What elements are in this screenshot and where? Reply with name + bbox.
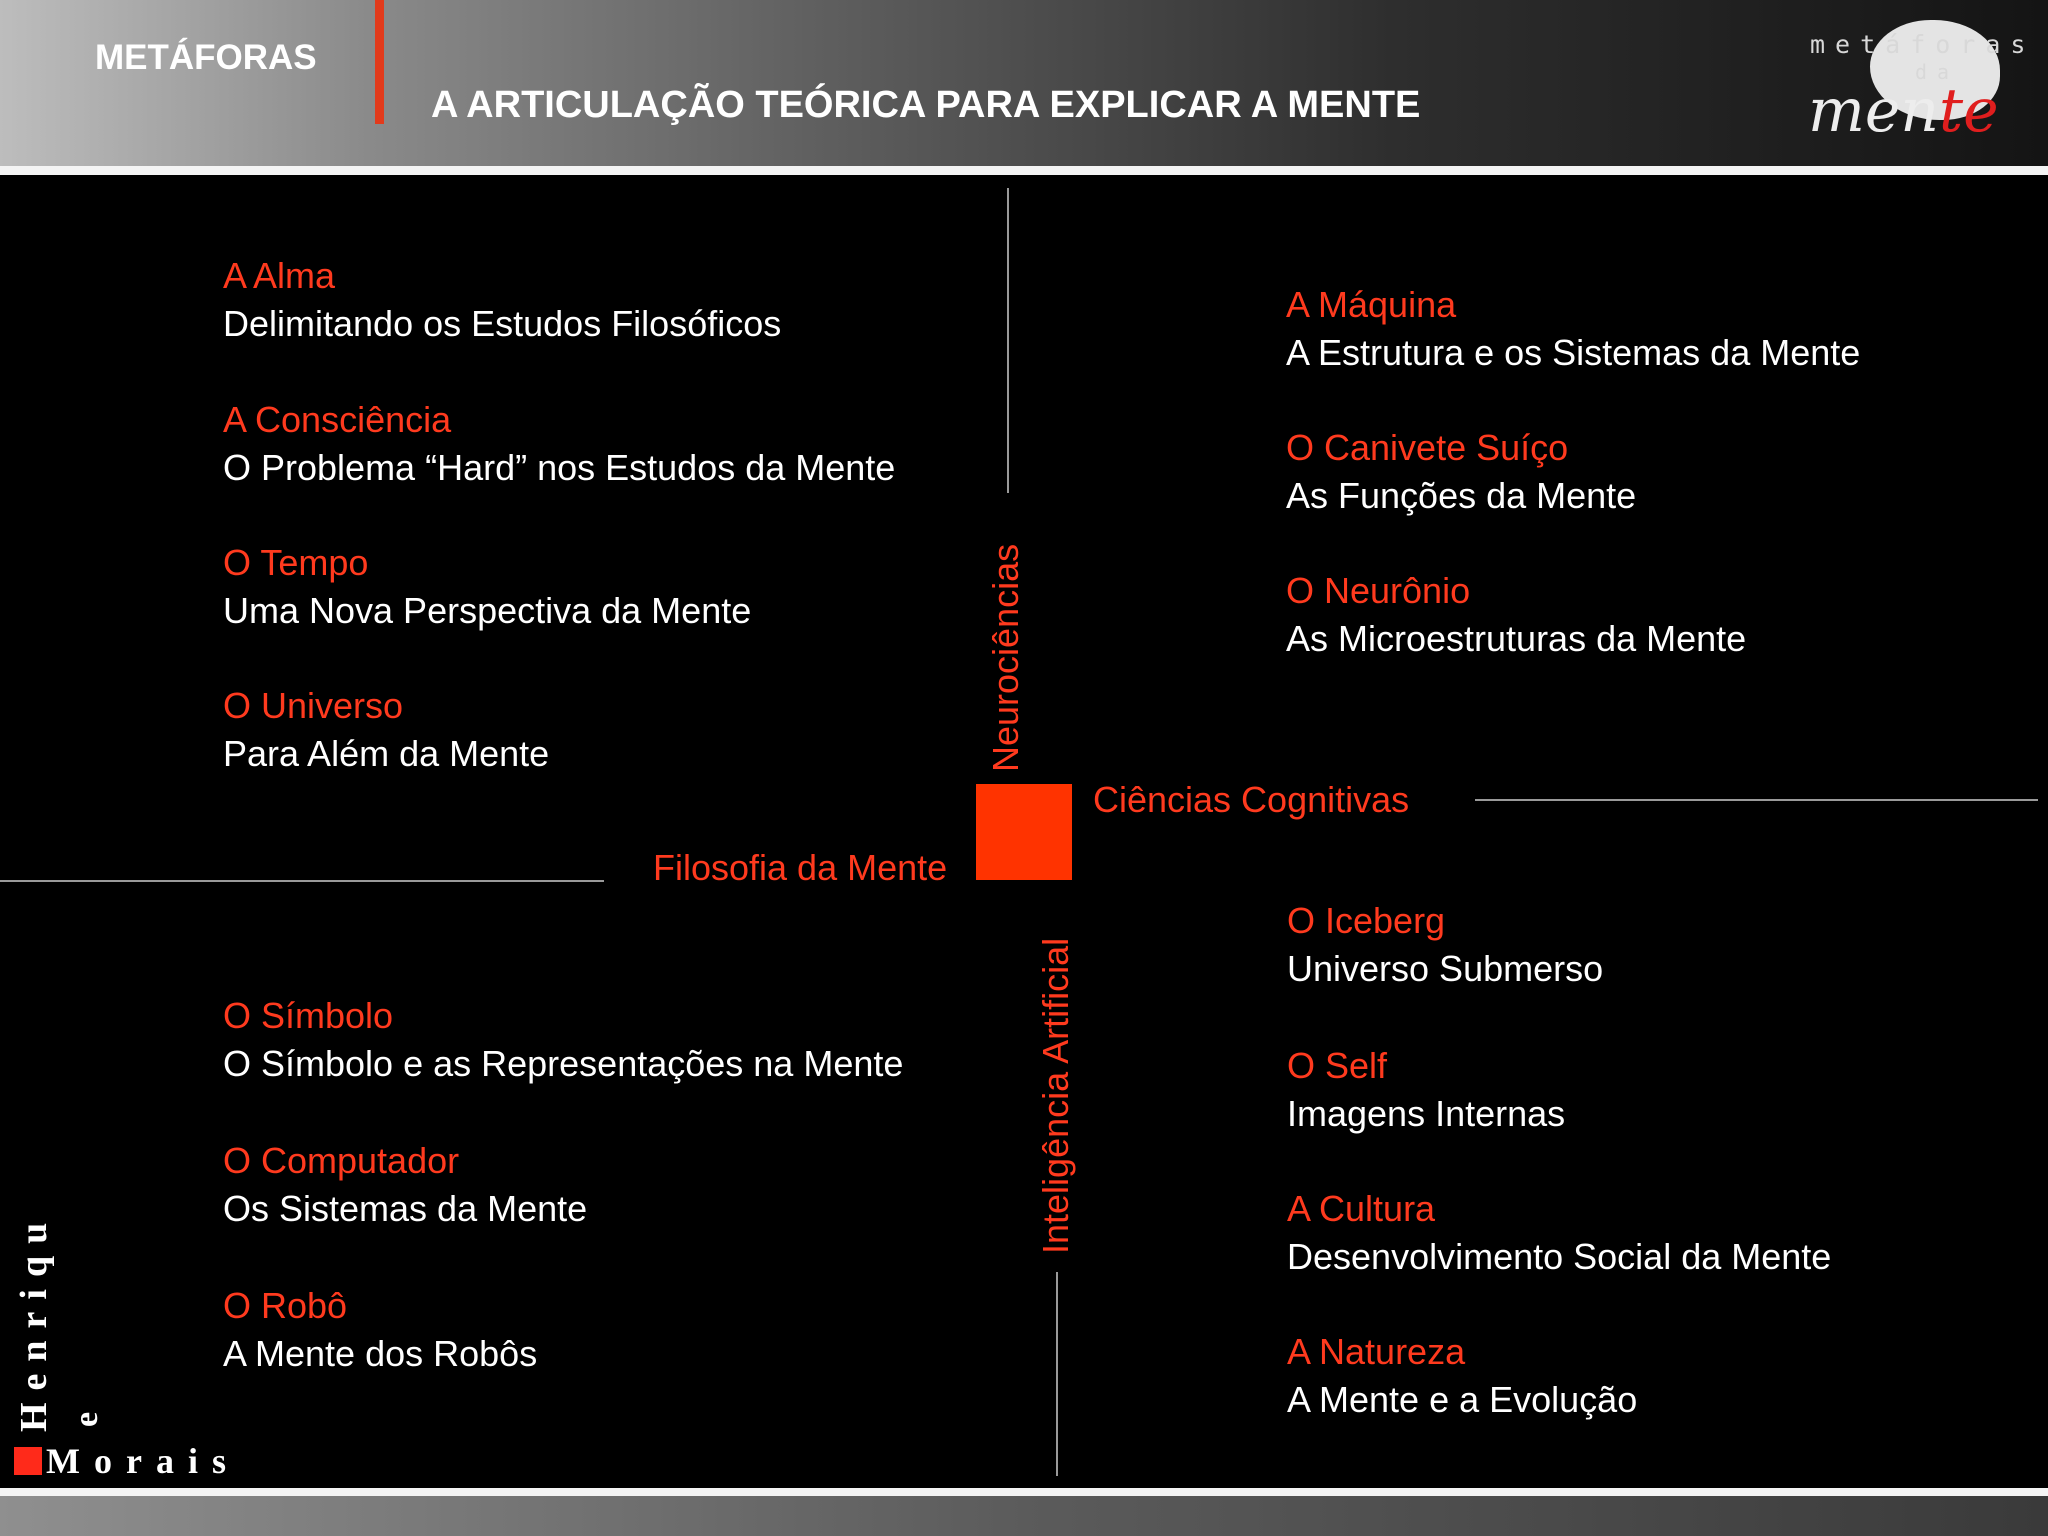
footer-bar — [0, 1496, 2048, 1536]
item-subtitle: A Mente e a Evolução — [1287, 1379, 1638, 1420]
list-item — [1287, 1185, 1831, 1281]
item-subtitle: Desenvolvimento Social da Mente — [1287, 1236, 1832, 1277]
axis-line-top — [1007, 188, 1009, 493]
item-title: O Iceberg — [1287, 900, 1446, 941]
item-title: A Consciência — [223, 399, 452, 440]
logo-word-main: men — [1808, 76, 1940, 146]
axis-line-bottom — [1056, 1272, 1058, 1476]
item-subtitle: O Símbolo e as Representações na Mente — [223, 1043, 904, 1084]
author-first-name: Henriqu — [13, 1210, 55, 1432]
header-bar — [0, 0, 2048, 166]
item-title: A Alma — [223, 255, 336, 296]
item-title: O Canivete Suíço — [1286, 427, 1569, 468]
item-subtitle: Imagens Internas — [1287, 1093, 1566, 1134]
author-first-name-end: e — [68, 1411, 105, 1427]
footer-divider-line — [0, 1488, 2048, 1496]
axis-label-philosophy: Filosofia da Mente — [653, 847, 948, 888]
title-separator — [375, 0, 384, 124]
metaforas-da-mente-logo — [1790, 14, 2040, 149]
item-title: O Self — [1287, 1045, 1388, 1086]
item-title: O Universo — [223, 685, 404, 726]
logo-top-text: metáforas — [1810, 30, 2036, 59]
logo-wordmark — [1808, 76, 1999, 146]
item-title: O Computador — [223, 1140, 460, 1181]
list-item — [223, 1282, 537, 1378]
slide-title: A ARTICULAÇÃO TEÓRICA PARA EXPLICAR A MENTE — [431, 84, 1421, 126]
item-subtitle: As Funções da Mente — [1286, 475, 1637, 516]
list-item — [223, 396, 895, 492]
list-item — [1286, 424, 1636, 520]
author-square-mark — [14, 1447, 42, 1475]
axis-line-right — [1475, 799, 2038, 801]
axis-label-neurosciences: Neurociências — [985, 543, 1026, 772]
list-item — [223, 682, 549, 778]
item-subtitle: Universo Submerso — [1287, 948, 1604, 989]
list-item — [1287, 1328, 1637, 1424]
item-title: O Tempo — [223, 542, 369, 583]
item-subtitle: As Microestruturas da Mente — [1286, 618, 1747, 659]
list-item — [1286, 281, 1860, 377]
logo-middle-text: da — [1915, 60, 1960, 84]
item-subtitle: Uma Nova Perspectiva da Mente — [223, 590, 752, 631]
item-subtitle: O Problema “Hard” nos Estudos da Mente — [223, 447, 896, 488]
center-square — [976, 784, 1072, 880]
list-item — [223, 992, 903, 1088]
item-title: O Robô — [223, 1285, 348, 1326]
list-item — [223, 252, 781, 348]
item-subtitle: A Mente dos Robôs — [223, 1333, 538, 1374]
item-title: A Máquina — [1286, 284, 1457, 325]
author-last-name: Morais — [46, 1441, 240, 1481]
axis-label-cognitive-sciences: Ciências Cognitivas — [1093, 779, 1410, 820]
list-item — [223, 1137, 587, 1233]
item-title: O Neurônio — [1286, 570, 1471, 611]
item-subtitle: Os Sistemas da Mente — [223, 1188, 588, 1229]
list-item — [1286, 567, 1746, 663]
section-title: METÁFORAS — [95, 38, 317, 77]
item-subtitle: A Estrutura e os Sistemas da Mente — [1286, 332, 1861, 373]
list-item — [223, 539, 751, 635]
item-title: A Natureza — [1287, 1331, 1466, 1372]
axis-label-artificial-intelligence: Inteligência Artificial — [1035, 937, 1076, 1254]
logo-word-accent: te — [1939, 76, 1999, 146]
header-divider-line — [0, 166, 2048, 175]
item-title: O Símbolo — [223, 995, 394, 1036]
list-item — [1287, 1042, 1565, 1138]
list-item — [1287, 897, 1603, 993]
item-title: A Cultura — [1287, 1188, 1436, 1229]
axis-line-left — [0, 880, 604, 882]
item-subtitle: Delimitando os Estudos Filosóficos — [223, 303, 782, 344]
item-subtitle: Para Além da Mente — [223, 733, 550, 774]
